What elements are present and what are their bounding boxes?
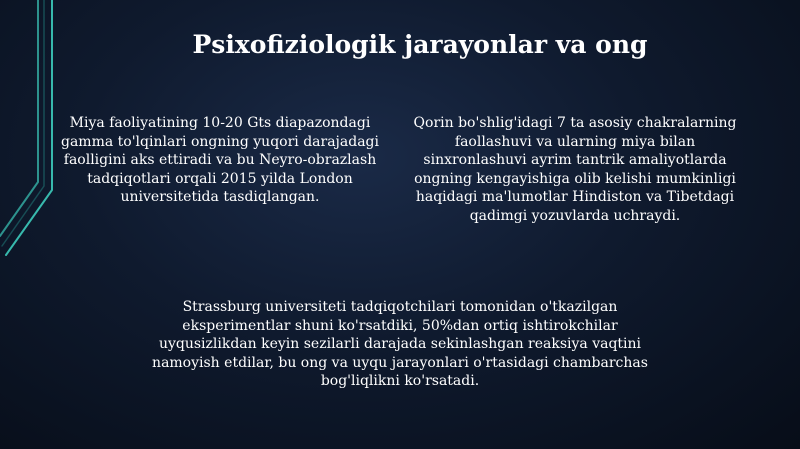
text-line: Strassburg universiteti tadqiqotchilari tomonidan o'tkazilgan	[182, 299, 618, 315]
decorative-circuit-lines	[0, 0, 80, 449]
text-line: Qorin bo'shlig'idagi 7 ta asosiy chakralarning	[413, 115, 737, 131]
text-line: haqidagi ma'lumotlar Hindiston va Tibetdagi	[415, 189, 735, 206]
bottom-paragraph	[120, 298, 680, 391]
text-line: universitetida tasdiqlangan.	[120, 189, 320, 206]
text-line: faollashuvi va ularning miya bilan	[454, 133, 696, 150]
text-line: uyqusizlikdan keyin sezilarli darajada sekinlashgan reaksiya vaqtini	[158, 336, 642, 353]
text-line: Miya faoliyatining 10-20 Gts diapazondagi	[69, 115, 371, 131]
slide-title: Psixofiziologik jarayonlar va ong	[192, 30, 648, 59]
text-line: ongning kengayishiga olib kelishi mumkinligi	[414, 170, 736, 187]
text-line: sinxronlashuvi ayrim tantrik amaliyotlarda	[423, 152, 727, 169]
text-line: namoyish etdilar, bu ong va uyqu jarayonlari o'rtasidagi chambarchas	[152, 354, 648, 371]
text-line: gamma to'lqinlari ongning yuqori darajadagi	[61, 133, 379, 150]
text-line: eksperimentlar shuni ko'rsatdiki, 50%dan ortiq ishtirokchilar	[182, 317, 618, 334]
right-paragraph	[400, 114, 750, 226]
text-line: tadqiqotlari orqali 2015 yilda London	[87, 170, 353, 187]
text-line: bog'liqlikni ko'rsatadi.	[320, 373, 480, 390]
left-paragraph	[40, 114, 400, 207]
text-line: qadimgi yozuvlarda uchraydi.	[469, 207, 681, 224]
text-line: faolligini aks ettiradi va bu Neyro-obrazlash	[63, 152, 377, 169]
